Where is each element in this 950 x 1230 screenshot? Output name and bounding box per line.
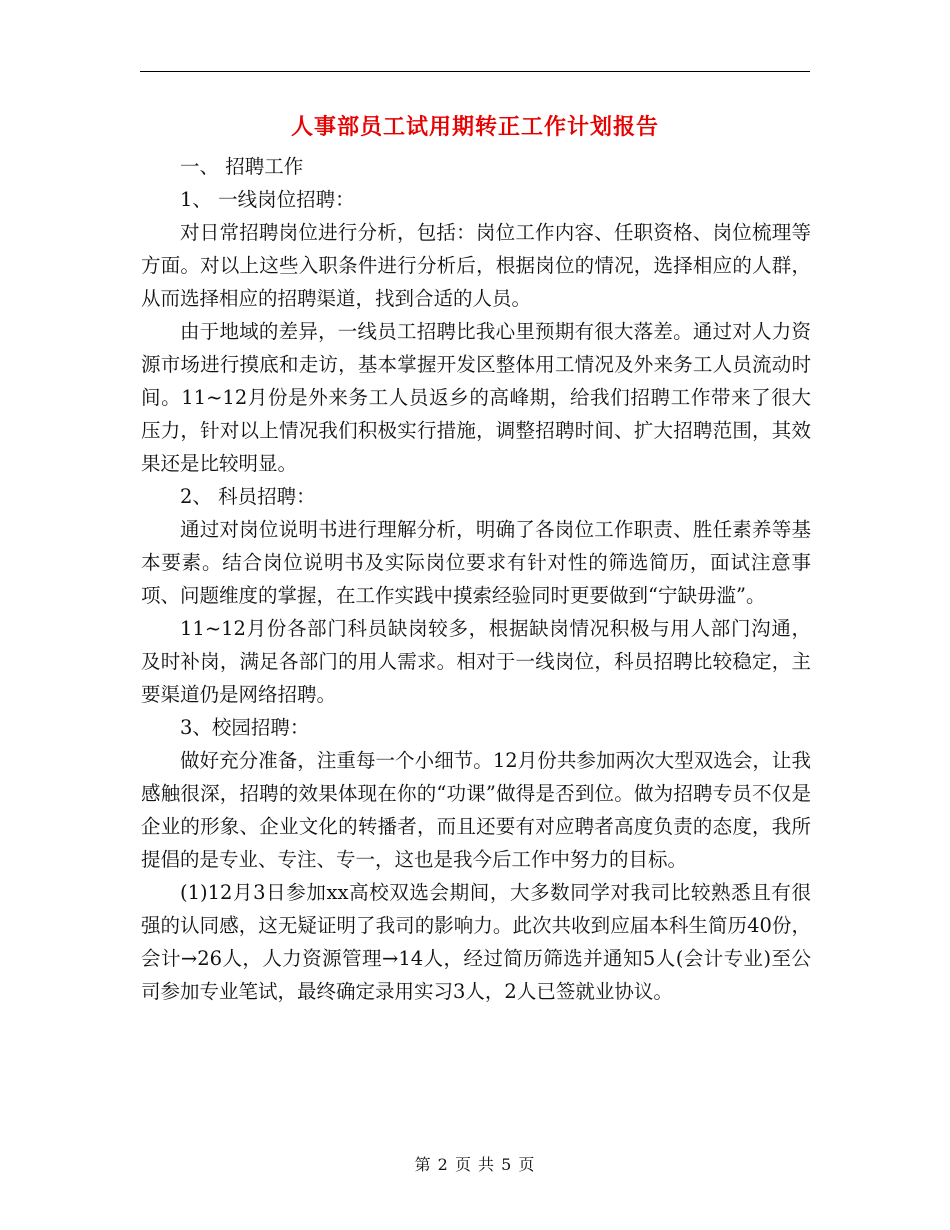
body-paragraph: 11~12月份各部门科员缺岗较多，根据缺岗情况积极与用人部门沟通，及时补岗，满足各部门的用人需求。相对于一线岗位，科员招聘比较稳定，主要渠道仍是网络招聘。 [141, 617, 811, 706]
body-paragraph: 通过对岗位说明书进行理解分析，明确了各岗位工作职责、胜任素养等基本要素。结合岗位说明书及实际岗位要求有针对性的筛选简历，面试注意事项、问题维度的掌握，在工作实践中摸索经验同时更要做到“宁缺毋滥”。 [141, 518, 811, 607]
body-paragraph: 由于地域的差异，一线员工招聘比我心里预期有很大落差。通过对人力资源市场进行摸底和走访，基本掌握开发区整体用工情况及外来务工人员流动时间。11~12月份是外来务工人员返乡的高峰期，给我们招聘工作带来了很大压力，针对以上情况我们积极实行措施，调整招聘时间、扩大招聘范围，其效果还是比较明显。 [141, 320, 811, 475]
body-paragraph: 做好充分准备，注重每一个小细节。12月份共参加两次大型双选会，让我感触很深，招聘的效果体现在你的“功课”做得是否到位。做为招聘专员不仅是企业的形象、企业文化的转播者，而且还要有对应聘者高度负责的态度，我所提倡的是专业、专注、专一，这也是我今后工作中努力的目标。 [141, 749, 811, 871]
document-body [141, 150, 811, 1008]
section-heading-recruitment: 一、 招聘工作 [180, 155, 304, 178]
subsection-heading-campus: 3、校园招聘： [180, 716, 310, 739]
document-title: 人事部员工试用期转正工作计划报告 [290, 114, 659, 140]
body-paragraph: (1)12月3日参加xx高校双选会期间，大多数同学对我司比较熟悉且有很强的认同感，这无疑证明了我司的影响力。此次共收到应届本科生简历40份，会计→26人，人力资源管理→14人，经过简历筛选并通知5人(会计专业)至公司参加专业笔试，最终确定录用实习3人，2人已签就业协议。 [141, 881, 811, 1003]
body-paragraph: 对日常招聘岗位进行分析，包括：岗位工作内容、任职资格、岗位梳理等方面。对以上这些入职条件进行分析后，根据岗位的情况，选择相应的人群，从而选择相应的招聘渠道，找到合适的人员。 [141, 221, 811, 310]
header-rule [140, 71, 810, 72]
page-number: 第 2 页 共 5 页 [414, 1155, 536, 1174]
subsection-heading-staff: 2、 科员招聘： [180, 485, 316, 508]
subsection-heading-frontline: 1、 一线岗位招聘： [180, 188, 355, 211]
